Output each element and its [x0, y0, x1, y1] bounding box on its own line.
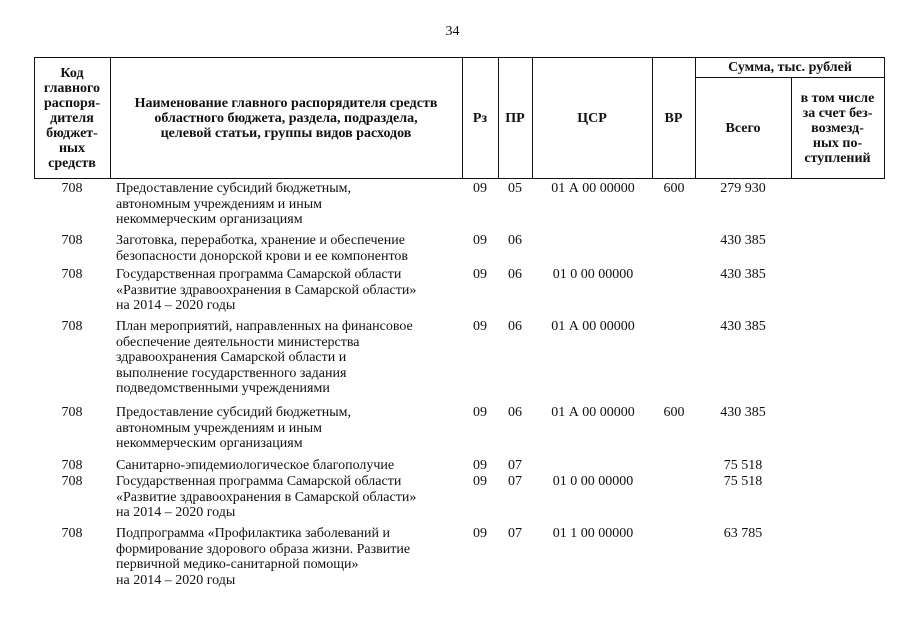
row-code: 708: [61, 526, 83, 541]
row-csr: 01 0 00 00000: [552, 474, 634, 489]
row-total: 430 385: [720, 405, 766, 420]
row-pr: 07: [508, 474, 522, 489]
row-csr: 01 0 00 00000: [552, 267, 634, 282]
row-name: Предоставление субсидий бюджетным, автономным учреждениям и иным некоммерческим организациям: [116, 405, 352, 451]
row-name: Государственная программа Самарской области «Развитие здравоохранения в Самарской области» на 2014 – 2020 годы: [116, 267, 417, 313]
table-header: [34, 57, 885, 179]
row-csr: 01 1 00 00000: [552, 526, 634, 541]
row-code: 708: [61, 458, 83, 473]
row-csr: 01 А 00 00000: [551, 319, 635, 334]
row-rz: 09: [473, 319, 487, 334]
row-name: План мероприятий, направленных на финансовое обеспечение деятельности министерства здравоохранения Самарской области и выполнение государственного задания подведомственными учреждениями: [116, 319, 413, 396]
row-pr: 05: [508, 181, 522, 196]
row-name: Санитарно-эпидемиологическое благополучие: [116, 458, 395, 473]
row-pr: 06: [508, 405, 522, 420]
row-name: Заготовка, переработка, хранение и обеспечение безопасности донорской крови и ее компонентов: [116, 233, 409, 264]
row-rz: 09: [473, 526, 487, 541]
row-name: Предоставление субсидий бюджетным, автономным учреждениям и иным некоммерческим организациям: [116, 181, 352, 227]
row-total: 279 930: [720, 181, 766, 196]
page-number: 34: [445, 24, 460, 39]
row-name: Подпрограмма «Профилактика заболеваний и формирование здорового образа жизни. Развитие первичной медико-санитарной помощи» на 2014 – 2020 годы: [116, 526, 411, 588]
row-csr: 01 А 00 00000: [551, 181, 635, 196]
row-total: 430 385: [720, 233, 766, 248]
row-total: 75 518: [723, 474, 763, 489]
row-code: 708: [61, 474, 83, 489]
header-code: Код главного распоря- дителя бюджет- ных средств: [43, 65, 101, 171]
row-pr: 06: [508, 233, 522, 248]
header-total: Всего: [725, 120, 761, 136]
row-total: 63 785: [723, 526, 763, 541]
row-code: 708: [61, 181, 83, 196]
header-incl: в том числе за счет без- возмезд- ных по- ступлений: [800, 90, 875, 166]
row-rz: 09: [473, 474, 487, 489]
header-name: Наименование главного распорядителя средств областного бюджета, раздела, подраздела, целевой статьи, группы видов расходов: [134, 95, 438, 141]
row-vr: 600: [663, 181, 685, 196]
row-name: Государственная программа Самарской области «Развитие здравоохранения в Самарской области» на 2014 – 2020 годы: [116, 474, 417, 520]
row-pr: 07: [508, 458, 522, 473]
row-pr: 06: [508, 319, 522, 334]
row-vr: 600: [663, 405, 685, 420]
row-total: 430 385: [720, 267, 766, 282]
row-rz: 09: [473, 233, 487, 248]
row-rz: 09: [473, 405, 487, 420]
row-code: 708: [61, 405, 83, 420]
row-pr: 07: [508, 526, 522, 541]
row-csr: 01 А 00 00000: [551, 405, 635, 420]
header-pr: ПР: [505, 110, 525, 126]
header-csr: ЦСР: [577, 110, 607, 126]
row-rz: 09: [473, 458, 487, 473]
header-sum: Сумма, тыс. рублей: [728, 59, 852, 75]
row-rz: 09: [473, 181, 487, 196]
header-vr: ВР: [664, 110, 683, 126]
row-rz: 09: [473, 267, 487, 282]
row-pr: 06: [508, 267, 522, 282]
row-total: 430 385: [720, 319, 766, 334]
row-code: 708: [61, 233, 83, 248]
header-rz: Рз: [472, 110, 488, 126]
row-code: 708: [61, 319, 83, 334]
row-total: 75 518: [723, 458, 763, 473]
row-code: 708: [61, 267, 83, 282]
